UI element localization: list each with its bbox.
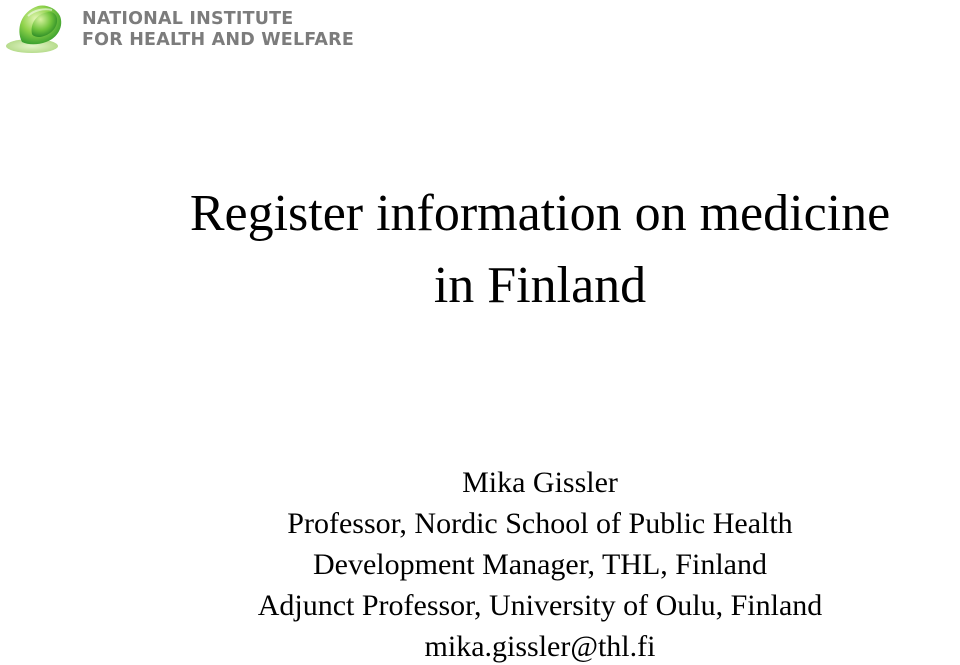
presenter-email: mika.gissler@thl.fi — [424, 630, 656, 663]
title-line-1: Register information on medicine — [189, 185, 891, 242]
presenter-name: Mika Gissler — [462, 466, 618, 499]
presenter-role-3: Adjunct Professor, University of Oulu, Finland — [257, 589, 823, 622]
logo-line-1: NATIONAL INSTITUTE — [82, 9, 294, 29]
presenter-role-1: Professor, Nordic School of Public Health — [287, 507, 793, 540]
thl-logo — [2, 2, 355, 58]
presenter-role-2: Development Manager, THL, Finland — [313, 548, 767, 581]
title-line-2: in Finland — [433, 257, 647, 314]
slide-title — [0, 178, 960, 322]
leaf-logo-icon — [2, 2, 74, 58]
presenter-info — [0, 462, 960, 665]
logo-wordmark — [82, 9, 354, 51]
logo-line-2: FOR HEALTH AND WELFARE — [82, 30, 355, 50]
